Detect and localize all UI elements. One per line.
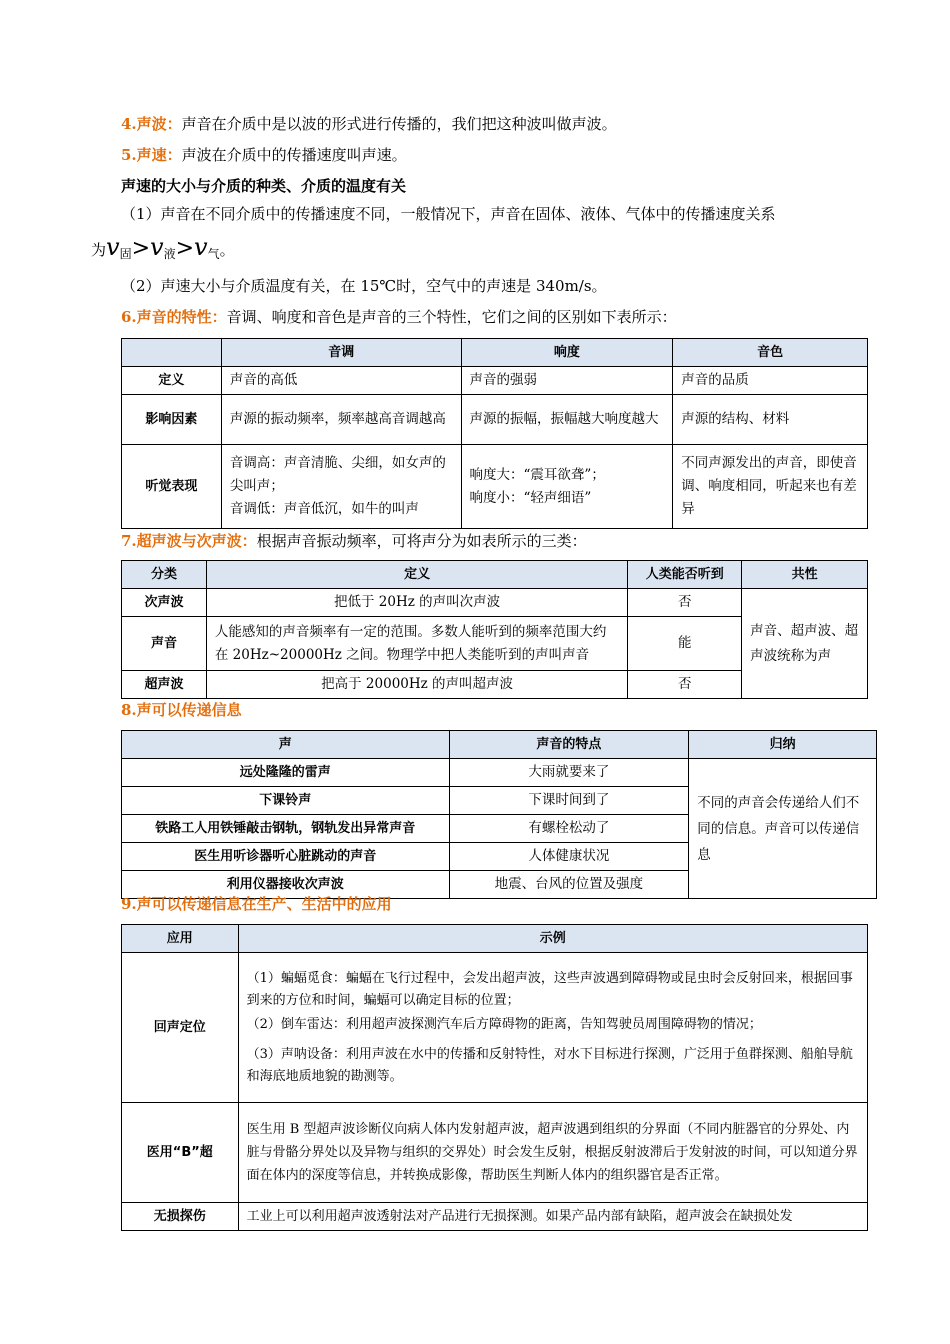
sound-properties-table (121, 338, 868, 529)
section-7-text: 根据声音振动频率，可将声分为如表所示的三类： (256, 532, 587, 550)
table2-hearing: 能 (628, 617, 742, 671)
table1-header-timbre: 音色 (673, 339, 868, 367)
section-5-label: 5.声速： (121, 146, 182, 164)
table3-header: 声 (122, 731, 450, 759)
table1-cell: 声源的振幅，振幅越大响度越大 (461, 395, 673, 445)
table2-definition: 把低于 20Hz 的声叫次声波 (206, 589, 627, 617)
table2-hearing: 否 (628, 671, 742, 699)
table3-feature: 有螺栓松动了 (449, 815, 689, 843)
table4-row-label: 医用“B”超 (122, 1103, 239, 1203)
table3-header: 声音的特点 (449, 731, 689, 759)
table4-header: 示例 (238, 925, 867, 953)
formula-sub-gas: 气 (207, 247, 220, 261)
table2-row-label: 超声波 (122, 671, 207, 699)
formula-prefix: 为 (91, 241, 107, 259)
table2-definition: 人能感知的声音频率有一定的范围。多数人能听到的频率范围大约在 20Hz~20000Hz 之间。物理学中把人类能听到的声叫声音 (206, 617, 627, 671)
table2-common: 声音、超声波、超声波统称为声 (742, 589, 868, 699)
example-radar: （2）倒车雷达：利用超声波探测汽车后方障碍物的距离，告知驾驶员周围障碍物的情况； (246, 1016, 762, 1032)
formula-sub-liquid: 液 (163, 247, 176, 261)
loud-low-text: 响度小：“轻声细语” (469, 489, 592, 506)
paragraph-1: （1）声音在不同介质中的传播速度不同，一般情况下，声音在固体、液体、气体中的传播速度关系 (121, 205, 776, 223)
table3-feature: 人体健康状况 (449, 843, 689, 871)
paragraph-2: （2）声速大小与介质温度有关，在 15℃时，空气中的声速是 340m/s。 (121, 277, 607, 295)
table2-header: 分类 (122, 561, 207, 589)
formula-end: 。 (219, 241, 235, 259)
table2-hearing: 否 (628, 589, 742, 617)
table3-header: 归纳 (689, 731, 877, 759)
section-4-text: 声音在介质中是以波的形式进行传播的，我们把这种波叫做声波。 (181, 115, 617, 133)
table2-definition: 把高于 20000Hz 的声叫超声波 (206, 671, 627, 699)
speed-heading: 声速的大小与介质的种类、介质的温度有关 (121, 177, 407, 195)
table2-header: 人类能否听到 (628, 561, 742, 589)
table4-header: 应用 (122, 925, 239, 953)
table1-cell: 不同声源发出的声音，即使音调、响度相同，听起来也有差异 (673, 445, 868, 529)
table4-row-label: 无损探伤 (122, 1203, 239, 1231)
table2-header: 定义 (206, 561, 627, 589)
section-8 (121, 699, 242, 721)
table3-sound: 利用仪器接收次声波 (122, 871, 450, 899)
table4-example (238, 953, 867, 1103)
section-5-text: 声波在介质中的传播速度叫声速。 (181, 146, 407, 164)
formula-gt-2: > (175, 236, 195, 261)
section-6 (121, 306, 677, 328)
table1-header-loudness: 响度 (461, 339, 673, 367)
sound-applications-table (121, 924, 868, 1231)
formula-sub-solid: 固 (119, 247, 132, 261)
table3-sound: 下课铃声 (122, 787, 450, 815)
table3-feature: 大雨就要来了 (449, 759, 689, 787)
section-9-label: 9.声可以传递信息在生产、生活中的应用 (121, 895, 392, 913)
pitch-low-text: 音调低：声音低沉，如牛的叫声 (229, 501, 419, 517)
table4-example: 医生用 B 型超声波诊断仪向病人体内发射超声波，超声波遇到组织的分界面（不同内脏器官的分界处、内脏与骨骼分界处以及异物与组织的交界处）时会发生反射，根据反射波滞后于发射波的时间，可以知道分界面在体内的深度等信息，并转换成影像，帮助医生判断人体内的组织器官是否正常。 (238, 1103, 867, 1203)
table3-sound: 远处隆隆的雷声 (122, 759, 450, 787)
table3-feature: 地震、台风的位置及强度 (449, 871, 689, 899)
section-5 (121, 144, 407, 166)
table1-header-pitch: 音调 (221, 339, 461, 367)
table1-row-label: 影响因素 (122, 395, 222, 445)
table2-row-label: 次声波 (122, 589, 207, 617)
table1-cell: 声音的品质 (673, 367, 868, 395)
table1-cell (221, 445, 461, 529)
section-6-label: 6.声音的特性： (121, 308, 227, 326)
table4-row-label: 回声定位 (122, 953, 239, 1103)
table1-cell (461, 445, 673, 529)
example-bat: （1）蝙蝠觅食：蝙蝠在飞行过程中，会发出超声波，这些声波遇到障碍物或昆虫时会反射回来，根据回事到来的方位和时间，蝙蝠可以确定目标的位置； (246, 970, 853, 1008)
table1-cell: 声源的结构、材料 (673, 395, 868, 445)
table1-row-label: 听觉表现 (122, 445, 222, 529)
formula-v-gas: v (194, 233, 208, 261)
section-7-label: 7.超声波与次声波： (121, 532, 257, 550)
section-4-label: 4.声波： (121, 115, 182, 133)
example-sonar: （3）声呐设备：利用声波在水中的传播和反射特性，对水下目标进行探测，广泛用于鱼群探测、船舶导航和海底地质地貌的勘测等。 (246, 1046, 853, 1084)
section-8-label: 8.声可以传递信息 (121, 701, 242, 719)
table3-sound: 铁路工人用铁锤敲击钢轨，钢轨发出异常声音 (122, 815, 450, 843)
table1-header-empty (122, 339, 222, 367)
section-9 (121, 893, 392, 915)
table3-summary: 不同的声音会传递给人们不同的信息。声音可以传递信息 (689, 759, 877, 899)
section-4 (121, 113, 617, 135)
section-7 (121, 530, 587, 552)
sound-information-table (121, 730, 877, 899)
table1-cell: 声音的高低 (221, 367, 461, 395)
section-6-text: 音调、响度和音色是声音的三个特性，它们之间的区别如下表所示： (226, 308, 677, 326)
sound-classification-table (121, 560, 868, 699)
table1-cell: 声音的强弱 (461, 367, 673, 395)
loud-high-text: 响度大：“震耳欲聋”； (469, 466, 605, 483)
formula-v-solid: v (106, 233, 120, 261)
formula-gt-1: > (131, 236, 151, 261)
formula-v-liquid: v (150, 233, 164, 261)
table1-row-label: 定义 (122, 367, 222, 395)
table3-feature: 下课时间到了 (449, 787, 689, 815)
table2-row-label: 声音 (122, 617, 207, 671)
pitch-high-text: 音调高：声音清脆、尖细，如女声的尖叫声； (229, 455, 446, 494)
table2-header: 共性 (742, 561, 868, 589)
table1-cell: 声源的振动频率，频率越高音调越高 (221, 395, 461, 445)
table4-example: 工业上可以利用超声波透射法对产品进行无损探测。如果产品内部有缺陷，超声波会在缺损处发 (238, 1203, 867, 1231)
speed-formula (91, 232, 235, 266)
table3-sound: 医生用听诊器听心脏跳动的声音 (122, 843, 450, 871)
